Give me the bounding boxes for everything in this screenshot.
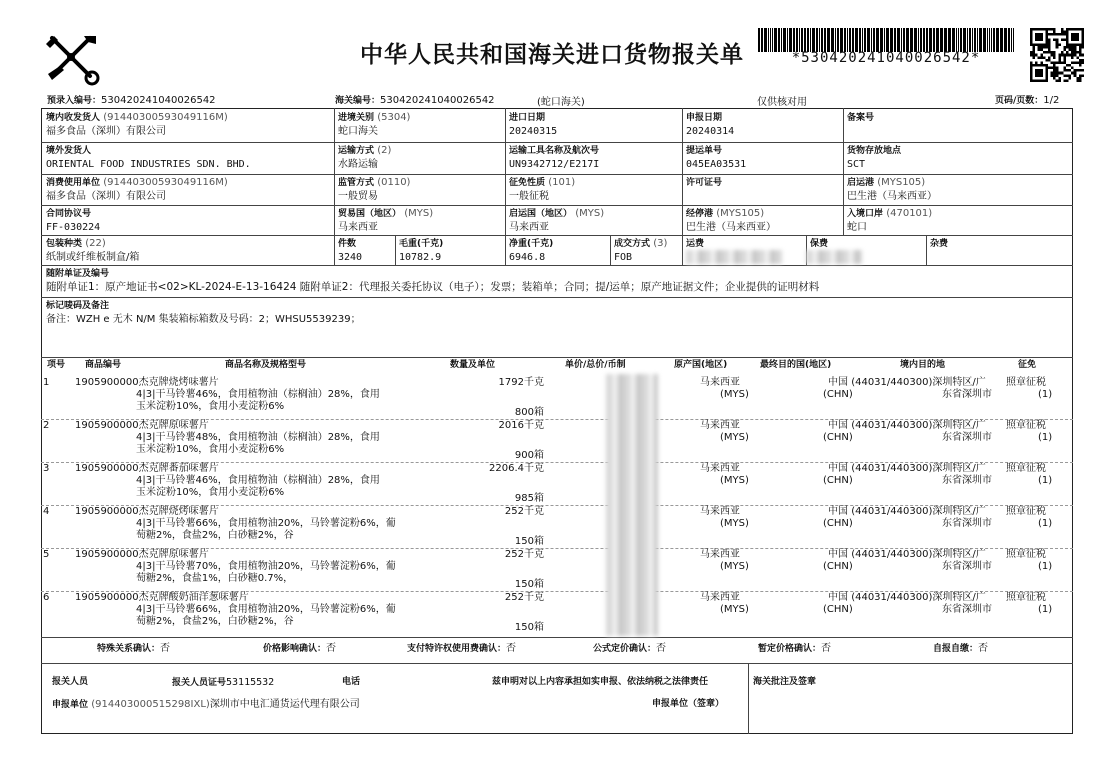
- item-quantity-weight: 2016千克: [498, 420, 544, 431]
- departure-port-field: 启运港 (MYS105) 巴生港（马来西亚）: [847, 177, 937, 202]
- customs-emblem-icon: [40, 30, 102, 86]
- item-origin: 马来西亚: [700, 420, 740, 431]
- item-hs-name: 1905900000杰克牌原味薯片: [75, 549, 209, 560]
- gross-weight-field: 毛重(千克) 10782.9: [399, 239, 444, 263]
- page-number: 页码/页数：1/2: [995, 95, 1060, 106]
- item-hs-name: 1905900000杰克牌原味薯片: [75, 420, 209, 431]
- barcode: [758, 28, 1014, 52]
- item-dest-code: (CHN): [823, 518, 853, 529]
- item-origin: 马来西亚: [700, 377, 740, 388]
- item-quantity-weight: 252千克: [504, 592, 544, 603]
- royalty-confirm: 支付特许权使用费确认：否: [407, 643, 517, 654]
- declare-date-field: 申报日期 20240314: [686, 113, 735, 137]
- item-quantity-boxes: 985箱: [514, 493, 544, 504]
- item-quantity-boxes: 900箱: [514, 450, 544, 461]
- pieces-field: 件数 3240: [338, 239, 363, 263]
- declarant-label: 报关人员: [52, 677, 89, 687]
- special-relation-confirm: 特殊关系确认：否: [97, 643, 171, 654]
- unit-seal-label: 申报单位（签章）: [652, 699, 725, 709]
- item-hs-name: 1905900000杰克牌酸奶油洋葱味薯片: [75, 592, 249, 603]
- declaration-statement: 兹申明对以上内容承担如实申报、依法纳税之法律责任: [492, 677, 709, 687]
- item-no: 5: [43, 549, 50, 560]
- customs-number: 海关编号：530420241040026542: [335, 95, 495, 106]
- item-levy: 照章征税: [1006, 592, 1046, 603]
- header-final-dest: 最终目的国(地区): [760, 360, 832, 370]
- transport-mode-field: 运输方式 (2) 水路运输: [338, 145, 392, 170]
- item-quantity-boxes: 150箱: [514, 579, 544, 590]
- customs-name: (蛇口海关): [537, 97, 585, 108]
- declaring-unit: 申报单位 (914403000515298IXL)深圳市中电汇通货运代理有限公司: [52, 699, 360, 710]
- redacted-price-column: [606, 374, 658, 636]
- item-spec-line2: 玉米淀粉10%，食用小麦淀粉6%: [136, 487, 285, 498]
- header-levy: 征免: [1018, 360, 1037, 370]
- item-spec-line1: 4|3|干马铃薯46%，食用植物油（棕榈油）28%，食用: [136, 475, 380, 486]
- header-item-no: 项号: [47, 360, 66, 370]
- declarant-cert: 报关人员证号53115532: [172, 677, 275, 688]
- formula-price-confirm: 公式定价确认：否: [593, 643, 667, 654]
- item-domestic-line2: 东省深圳市: [942, 389, 992, 400]
- insurance-field: 保费: [810, 239, 829, 249]
- item-origin-code: (MYS): [720, 389, 749, 400]
- bill-of-lading-field: 提运单号 045EA03531: [686, 146, 747, 170]
- item-levy-code: (1): [1038, 604, 1053, 615]
- item-levy-code: (1): [1038, 475, 1053, 486]
- item-quantity-boxes: 800箱: [514, 407, 544, 418]
- item-dest-code: (CHN): [823, 432, 853, 443]
- item-hs-name: 1905900000杰克牌烧烤味薯片: [75, 506, 219, 517]
- barcode-text: *530420241040026542*: [791, 50, 981, 66]
- item-domestic-line2: 东省深圳市: [942, 561, 992, 572]
- shipper-field: 境外发货人 ORIENTAL FOOD INDUSTRIES SDN. BHD.: [46, 146, 251, 170]
- item-dest-line1: 中国 (44031/440300)深圳特区/广: [828, 506, 986, 517]
- item-spec-line2: 玉米淀粉10%，食用小麦淀粉6%: [136, 401, 285, 412]
- item-domestic-line2: 东省深圳市: [942, 432, 992, 443]
- deal-mode-field: 成交方式 (3) FOB: [614, 238, 668, 263]
- item-spec-line2: 玉米淀粉10%，食用小麦淀粉6%: [136, 444, 285, 455]
- package-field: 包装种类 (22) 纸制或纤维板制盒/箱: [46, 238, 140, 263]
- item-origin-code: (MYS): [720, 604, 749, 615]
- item-origin: 马来西亚: [700, 463, 740, 474]
- origin-country-field: 启运国（地区） (MYS) 马来西亚: [509, 208, 605, 233]
- item-no: 3: [43, 463, 50, 474]
- storage-place-field: 货物存放地点 SCT: [847, 146, 902, 170]
- misc-fee-field: 杂费: [930, 239, 949, 249]
- item-hs-name: 1905900000杰克牌番茄味薯片: [75, 463, 219, 474]
- page-title: 中华人民共和国海关进口货物报关单: [360, 42, 744, 68]
- item-levy-code: (1): [1038, 561, 1053, 572]
- item-quantity-weight: 252千克: [504, 549, 544, 560]
- import-date-field: 进口日期 20240315: [509, 113, 558, 137]
- item-spec-line2: 萄糖2%，食盐2%，白砂糖2%，谷: [136, 616, 294, 627]
- item-dest-code: (CHN): [823, 389, 853, 400]
- item-levy: 照章征税: [1006, 463, 1046, 474]
- consignee-field: 境内收发货人 (91440300593049116M) 福多食品（深圳）有限公司: [46, 112, 228, 137]
- item-dest-code: (CHN): [823, 561, 853, 572]
- item-levy-code: (1): [1038, 389, 1053, 400]
- verify-note: 仅供核对用: [757, 97, 807, 108]
- item-levy: 照章征税: [1006, 377, 1046, 388]
- provisional-price-confirm: 暂定价格确认：否: [758, 643, 832, 654]
- item-spec-line1: 4|3|干马铃薯48%，食用植物油（棕榈油）28%，食用: [136, 432, 380, 443]
- item-quantity-boxes: 150箱: [514, 622, 544, 633]
- transit-port-field: 经停港 (MYS105) 巴生港（马来西亚）: [686, 208, 776, 233]
- item-hs-name: 1905900000杰克牌烧烤味薯片: [75, 377, 219, 388]
- customs-note-label: 海关批注及签章: [753, 677, 817, 687]
- header-name-spec: 商品名称及规格型号: [225, 360, 307, 370]
- self-declare-confirm: 自报自缴：否: [933, 643, 989, 654]
- item-no: 4: [43, 506, 50, 517]
- item-origin-code: (MYS): [720, 432, 749, 443]
- item-dest-code: (CHN): [823, 604, 853, 615]
- header-origin: 原产国(地区): [674, 360, 728, 370]
- item-domestic-line2: 东省深圳市: [942, 604, 992, 615]
- marks-remarks-field: 标记唛码及备注 备注：WZH e 无木 N/M 集装箱标箱数及号码：2；WHSU5539239；: [46, 301, 361, 325]
- item-levy-code: (1): [1038, 432, 1053, 443]
- item-origin: 马来西亚: [700, 549, 740, 560]
- item-origin-code: (MYS): [720, 561, 749, 572]
- item-levy: 照章征税: [1006, 506, 1046, 517]
- record-number-field: 备案号: [847, 113, 875, 123]
- item-levy-code: (1): [1038, 518, 1053, 529]
- header-quantity: 数量及单位: [450, 360, 496, 370]
- header-price: 单价/总价/币制: [565, 360, 626, 370]
- item-no: 6: [43, 592, 50, 603]
- item-dest-code: (CHN): [823, 475, 853, 486]
- item-domestic-line2: 东省深圳市: [942, 475, 992, 486]
- net-weight-field: 净重(千克) 6946.8: [509, 239, 554, 263]
- item-spec-line1: 4|3|干马铃薯46%，食用植物油（棕榈油）28%，食用: [136, 389, 380, 400]
- supervision-field: 监管方式 (0110) 一般贸易: [338, 177, 411, 202]
- attached-docs-field: 随附单证及编号 随附单证1：原产地证书<02>KL-2024-E-13-16424 随附单证2：代理报关委托协议（电子）；发票；装箱单；合同；提/运单；原产地证据文件；企业提供的证明材料: [46, 269, 820, 293]
- redacted-freight: [686, 250, 782, 264]
- item-no: 2: [43, 420, 50, 431]
- item-quantity-weight: 1792千克: [498, 377, 544, 388]
- item-spec-line2: 萄糖2%，食盐2%，白砂糖2%，谷: [136, 530, 294, 541]
- preentry-number: 预录入编号：530420241040026542: [47, 95, 216, 106]
- item-levy: 照章征税: [1006, 549, 1046, 560]
- item-origin-code: (MYS): [720, 475, 749, 486]
- item-spec-line1: 4|3|干马铃薯66%，食用植物油20%，马铃薯淀粉6%，葡: [136, 604, 396, 615]
- consumer-field: 消费使用单位 (91440300593049116M) 福多食品（深圳）有限公司: [46, 177, 228, 202]
- item-dest-line1: 中国 (44031/440300)深圳特区/广: [828, 592, 986, 603]
- entry-port-field: 入境口岸 (470101) 蛇口: [847, 208, 933, 233]
- redacted-insurance: [806, 250, 862, 264]
- item-quantity-boxes: 150箱: [514, 536, 544, 547]
- item-spec-line1: 4|3|干马铃薯70%，食用植物油20%，马铃薯淀粉6%，葡: [136, 561, 396, 572]
- item-dest-line1: 中国 (44031/440300)深圳特区/广: [828, 377, 986, 388]
- item-origin: 马来西亚: [700, 506, 740, 517]
- item-spec-line1: 4|3|干马铃薯66%，食用植物油20%，马铃薯淀粉6%，葡: [136, 518, 396, 529]
- item-no: 1: [43, 377, 50, 388]
- item-dest-line1: 中国 (44031/440300)深圳特区/广: [828, 549, 986, 560]
- item-domestic-line2: 东省深圳市: [942, 518, 992, 529]
- item-dest-line1: 中国 (44031/440300)深圳特区/广: [828, 420, 986, 431]
- license-field: 许可证号: [686, 178, 723, 188]
- header-domestic-dest: 境内目的地: [900, 360, 946, 370]
- vessel-field: 运输工具名称及航次号 UN9342712/E217I: [509, 146, 600, 170]
- item-origin-code: (MYS): [720, 518, 749, 529]
- qr-code-icon: [1030, 28, 1084, 82]
- item-quantity-weight: 252千克: [504, 506, 544, 517]
- item-spec-line2: 萄糖2%，食盐1%，白砂糖0.7%，: [136, 573, 294, 584]
- phone-label: 电话: [342, 677, 361, 687]
- levy-nature-field: 征免性质 (101) 一般征税: [509, 177, 576, 202]
- trade-country-field: 贸易国（地区） (MYS) 马来西亚: [338, 208, 434, 233]
- item-origin: 马来西亚: [700, 592, 740, 603]
- price-impact-confirm: 价格影响确认：否: [263, 643, 337, 654]
- item-dest-line1: 中国 (44031/440300)深圳特区/广: [828, 463, 986, 474]
- contract-field: 合同协议号 FF-030224: [46, 209, 101, 233]
- item-quantity-weight: 2206.4千克: [489, 463, 544, 474]
- freight-field: 运费: [686, 239, 705, 249]
- item-levy: 照章征税: [1006, 420, 1046, 431]
- entry-customs-field: 进境关别 (5304) 蛇口海关: [338, 112, 411, 137]
- header-hs-code: 商品编号: [85, 360, 122, 370]
